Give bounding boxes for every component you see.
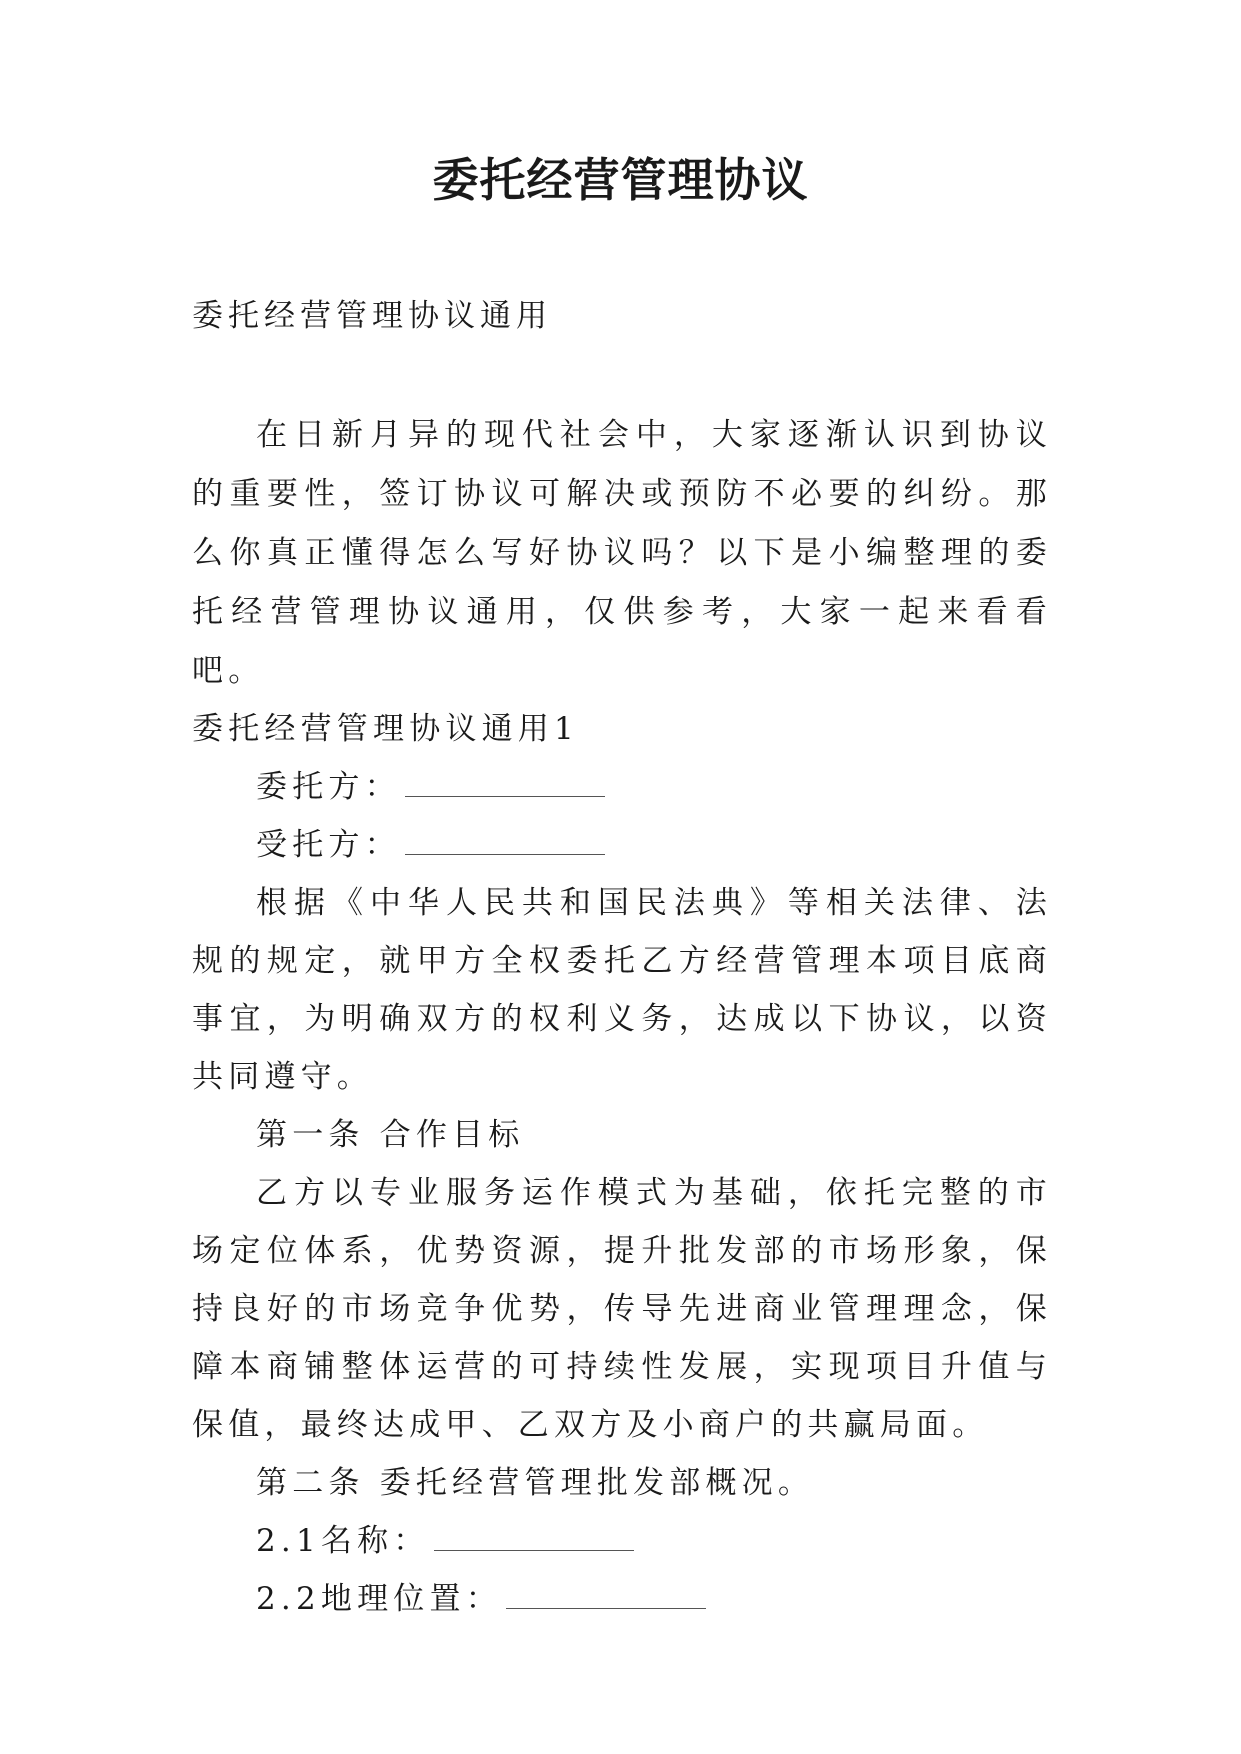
item-2-2-label: 2.2地理位置： (256, 1581, 502, 1617)
trustee-line (192, 816, 1052, 874)
trustee-label: 受托方： (256, 827, 401, 863)
article1-body: 乙方以专业服务运作模式为基础，依托完整的市场定位体系，优势资源，提升批发部的市场形象，保持良好的市场竞争优势，传导先进商业管理理念，保障本商铺整体运营的可持续性发展，实现项目升值与保值，最终达成甲、乙双方及小商户的共赢局面。 (192, 1175, 1052, 1443)
item-2-1-label: 2.1名称： (256, 1523, 430, 1559)
agreement-body (192, 700, 1052, 1628)
article2-heading: 第二条 委托经营管理批发部概况。 (256, 1465, 815, 1501)
document-subtitle: 委托经营管理协议通用 (192, 298, 552, 334)
entrustor-label: 委托方： (256, 769, 401, 805)
item-2-1-line (192, 1512, 1052, 1570)
entrustor-blank (405, 770, 605, 797)
intro-paragraph: 在日新月异的现代社会中，大家逐渐认识到协议的重要性，签订协议可解决或预防不必要的纠纷。那么你真正懂得怎么写好协议吗？以下是小编整理的委托经营管理协议通用，仅供参考，大家一起来看看吧。 (192, 417, 1052, 689)
document-title: 委托经营管理协议 (432, 153, 809, 207)
item-2-2-blank (506, 1582, 706, 1609)
item-2-1-blank (434, 1524, 634, 1551)
trustee-blank (405, 828, 605, 855)
item-2-2-line (192, 1570, 1052, 1628)
basis-paragraph: 根据《中华人民共和国民法典》等相关法律、法规的规定，就甲方全权委托乙方经营管理本项目底商事宜，为明确双方的权利义务，达成以下协议，以资共同遵守。 (192, 885, 1052, 1095)
entrustor-line (192, 758, 1052, 816)
section-heading: 委托经营管理协议通用1 (192, 711, 579, 747)
article1-heading: 第一条 合作目标 (256, 1117, 525, 1153)
